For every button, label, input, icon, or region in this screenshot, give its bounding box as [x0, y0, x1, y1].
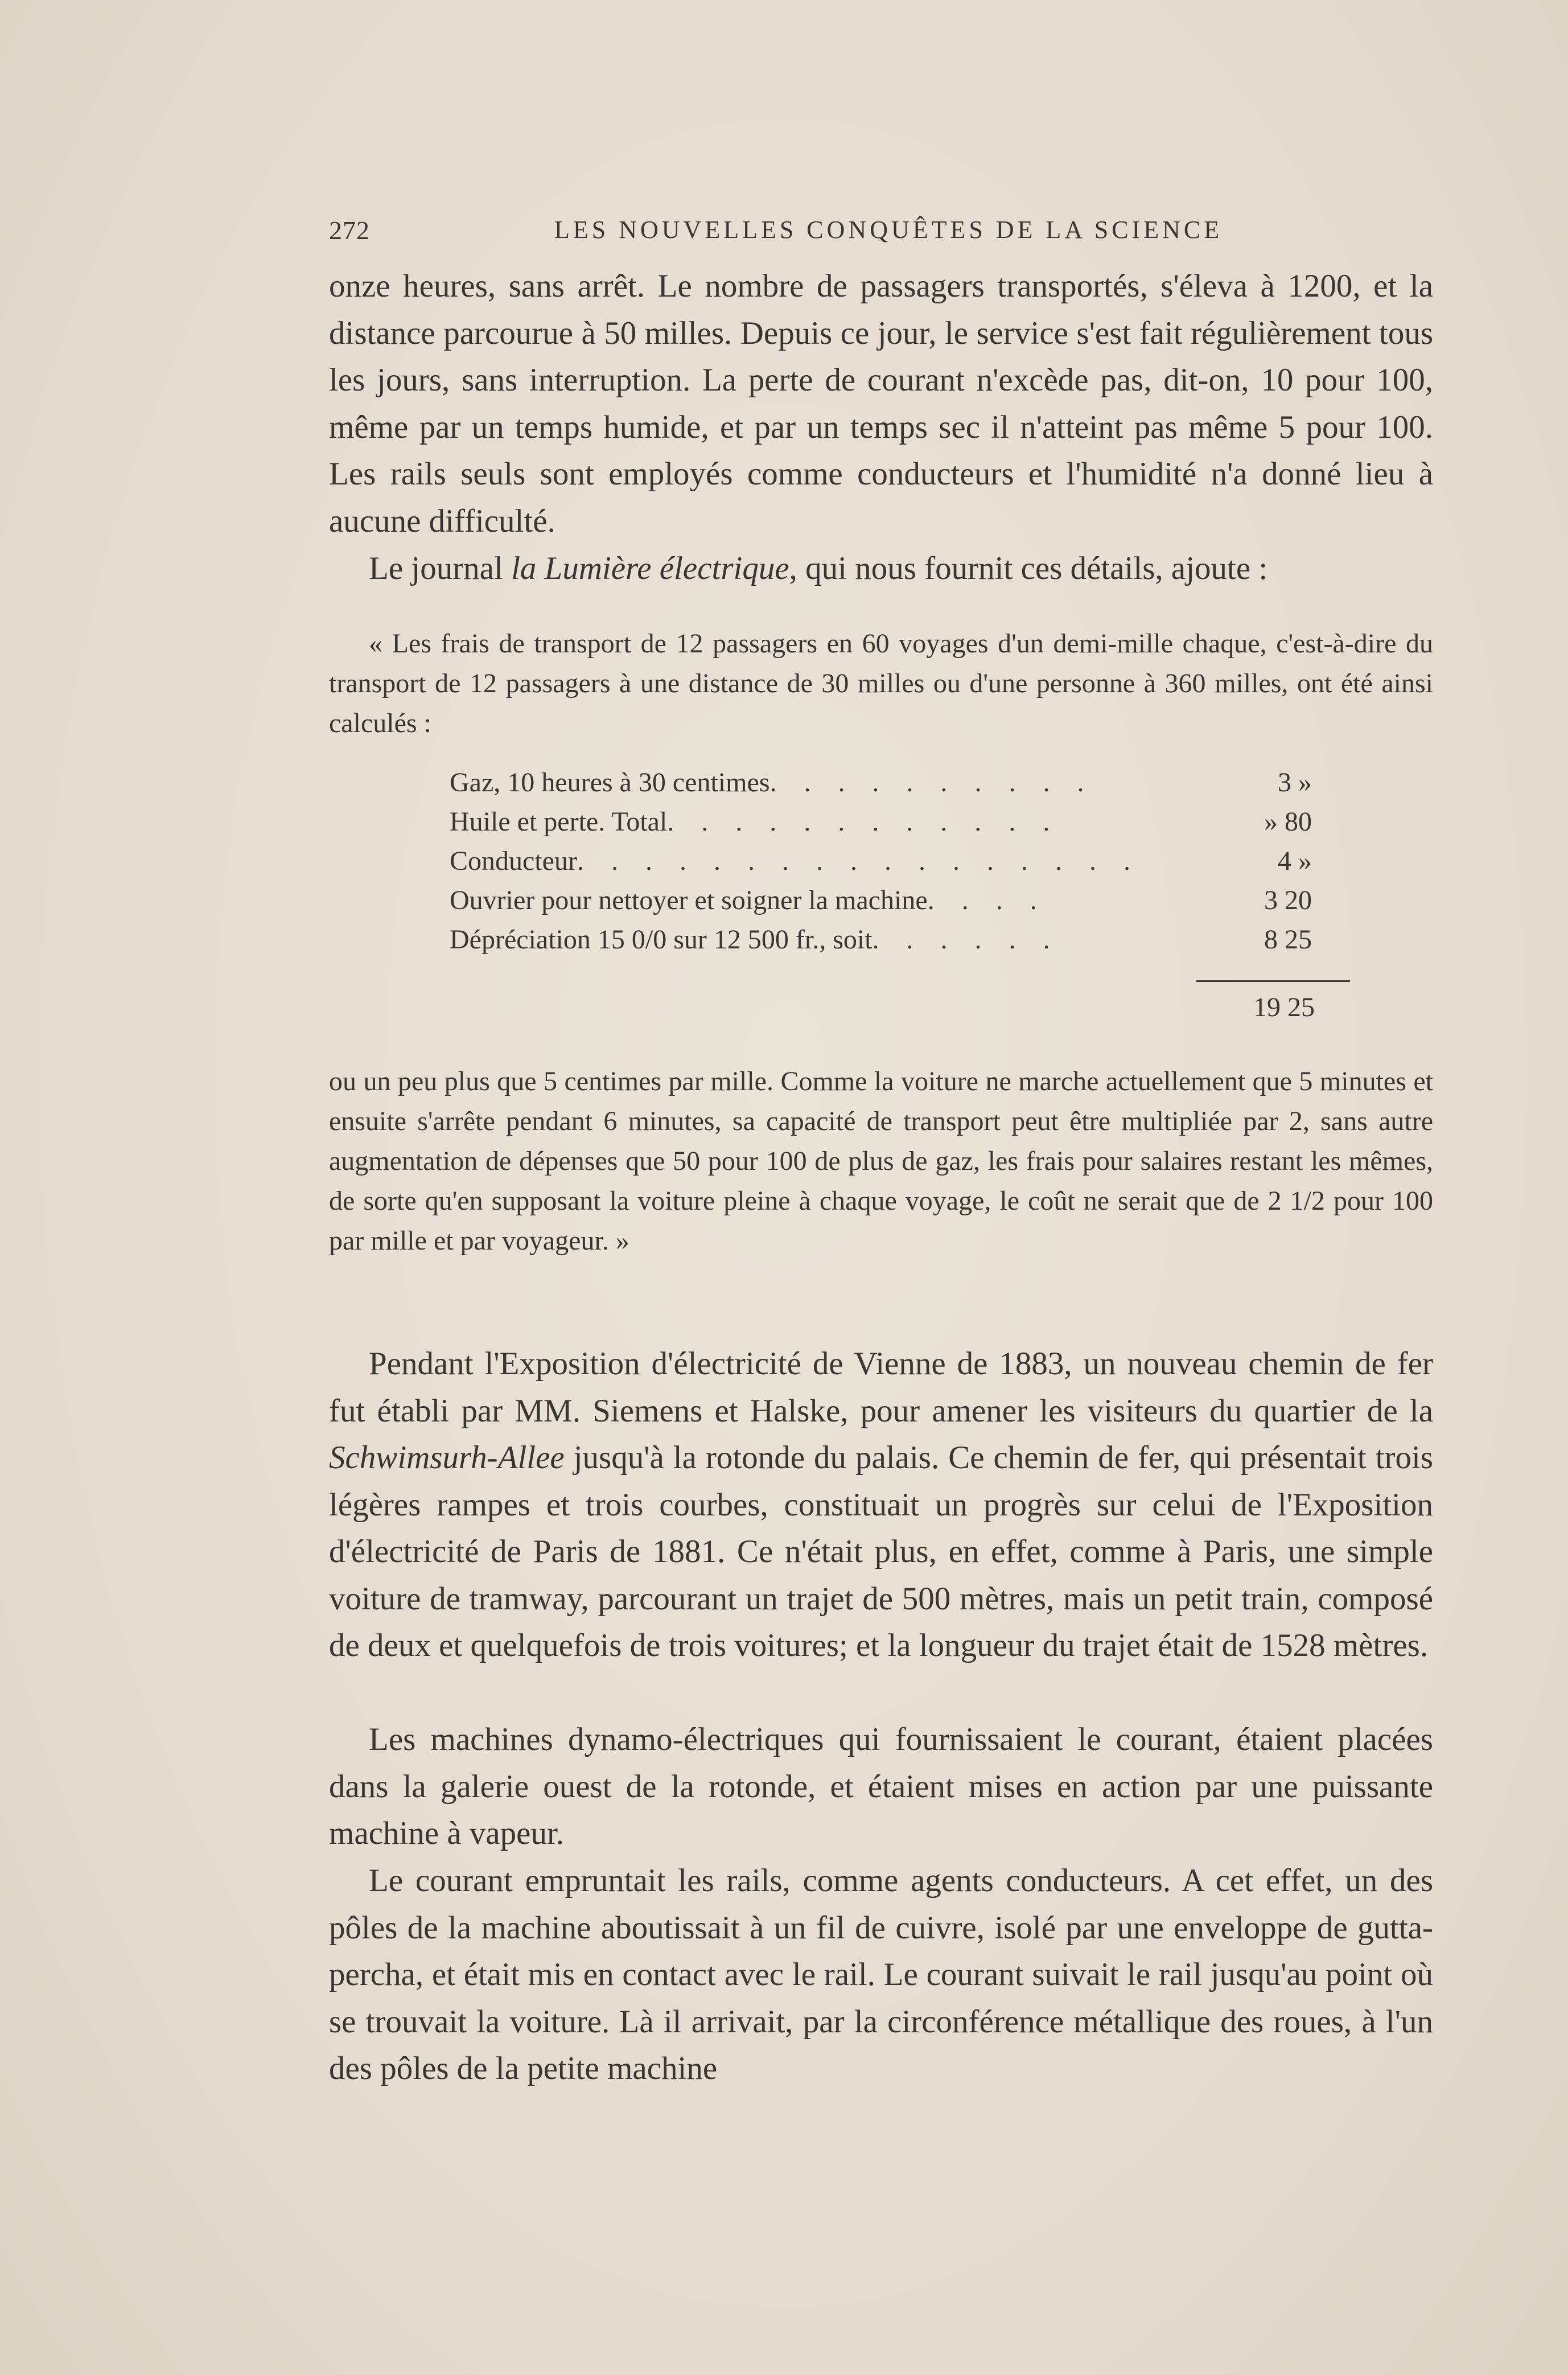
cost-row — [450, 881, 1349, 920]
cost-label: Ouvrier pour nettoyer et soigner la machine. . . . — [450, 885, 1047, 915]
running-title: LES NOUVELLES CONQUÊTES DE LA SCIENCE — [554, 216, 1223, 244]
paragraph-dynamo: Les machines dynamo-électriques qui fournissaient le courant, étaient placées dans la galerie ouest de la rotonde, et étaient mises en action par une puissante machine à vapeur. — [329, 1721, 1433, 1851]
journal-text-before: Le journal — [369, 550, 512, 586]
cost-value: 3 20 — [1264, 885, 1312, 915]
dot-leader: . . . . . . . . . . . . — [667, 807, 1060, 837]
dot-leader: . . . . — [927, 885, 1047, 915]
quote-intro: « Les frais de transport de 12 passagers en 60 voyages d'un demi-mille chaque, c'est-à-dire du transport de 12 passagers à une distance de 30 milles ou d'une personne à 360 milles, ont été ainsi calculés : — [329, 628, 1433, 738]
paragraph-continuation: onze heures, sans arrêt. Le nombre de passagers transportés, s'éleva à 1200, et la distance parcourue à 50 milles. Depuis ce jour, le service s'est fait régulièrement tous les jours, sans interruption. La perte de courant n'excède pas, dit-on, 10 pour 100, même par un temps humide, et par un temps sec il n'atteint pas même 5 pour 100. Les rails seuls sont employés comme conducteurs et l'humidité n'a donné lieu à aucune difficulté. — [329, 268, 1433, 539]
paragraph-vienna — [329, 1341, 1433, 1670]
cost-total: 19 25 — [1253, 992, 1315, 1022]
place-name: Schwimsurh-Allee — [329, 1440, 565, 1476]
total-rule — [1196, 980, 1350, 982]
cost-row — [450, 763, 1349, 802]
cost-label: Gaz, 10 heures à 30 centimes. . . . . . . . . . — [450, 767, 1094, 798]
journal-title: la Lumière électrique — [511, 550, 789, 586]
journal-text-after: , qui nous fournit ces détails, ajoute : — [789, 550, 1268, 586]
cost-value: 3 » — [1278, 767, 1312, 798]
cost-row — [450, 802, 1349, 841]
dot-leader: . . . . . . . . . . . . . . . . . — [577, 846, 1141, 876]
vienna-text-before: Pendant l'Exposition d'électricité de Vienne de 1883, un nouveau chemin de fer fut établi par MM. Siemens et Halske, pour amener les visiteurs du quartier de la — [329, 1346, 1433, 1429]
cost-table — [450, 763, 1349, 959]
page-header — [329, 215, 1422, 255]
paragraph-journal — [329, 545, 1433, 593]
cost-label: Huile et perte. Total. . . . . . . . . . . . — [450, 807, 1060, 837]
cost-value: » 80 — [1264, 807, 1312, 837]
cost-label: Dépréciation 15 0/0 sur 12 500 fr., soit. . . . . . — [450, 924, 1060, 955]
cost-value: 8 25 — [1264, 924, 1312, 955]
dot-leader: . . . . . . . . . . — [769, 767, 1094, 798]
cost-label: Conducteur. . . . . . . . . . . . . . . . . — [450, 846, 1141, 876]
cost-row — [450, 920, 1349, 959]
vienna-text-after: jusqu'à la rotonde du palais. Ce chemin de fer, qui présentait trois légères rampes et trois courbes, constituait un progrès sur celui de l'Exposition d'électricité de Paris de 1881. Ce n'était plus, en effet, comme à Paris, une simple voiture de tramway, parcourant un trajet de 500 mètres, mais un petit train, composé de deux et quelquefois de trois voitures; et la longueur du trajet était de 1528 mètres. — [329, 1440, 1433, 1663]
page-number: 272 — [329, 216, 370, 245]
quote-conclusion: ou un peu plus que 5 centimes par mille. Comme la voiture ne marche actuellement que 5 minutes et ensuite s'arrête pendant 6 minutes, sa capacité de transport peut être multipliée par 2, sans autre augmentation de dépenses que 50 pour 100 de plus de gaz, les frais pour salaires restant les mêmes, de sorte qu'en supposant la voiture pleine à chaque voyage, le coût ne serait que de 2 1/2 pour 100 par mille et par voyageur. » — [329, 1066, 1433, 1256]
cost-row — [450, 841, 1349, 881]
paragraph-current: Le courant empruntait les rails, comme agents conducteurs. A cet effet, un des pôles de la machine aboutissait à un fil de cuivre, isolé par une enveloppe de gutta-percha, et était mis en contact avec le rail. Le courant suivait le rail jusqu'au point où se trouvait la voiture. Là il arrivait, par la circonférence métallique des roues, à l'un des pôles de la petite machine — [329, 1863, 1433, 2086]
dot-leader: . . . . . . — [872, 924, 1060, 955]
cost-value: 4 » — [1278, 846, 1312, 876]
